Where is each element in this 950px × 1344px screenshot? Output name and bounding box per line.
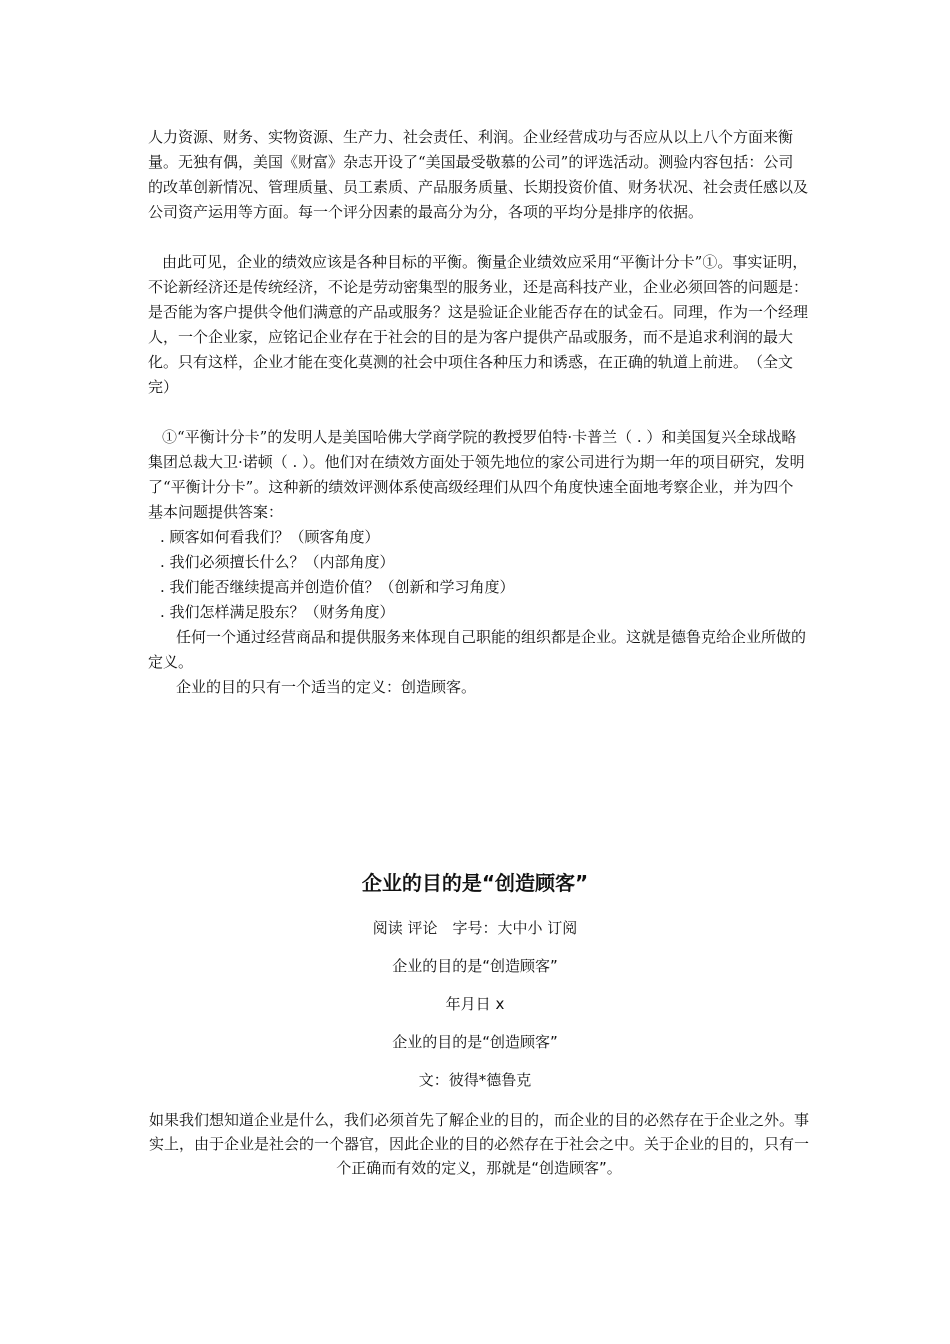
article-subtitle: 企业的目的是“创造顾客” xyxy=(392,1033,558,1051)
footnote-paragraph: ①“平衡计分卡”的发明人是美国哈佛大学商学院的教授罗伯特·卡普兰（ . ）和美国复兴全球战略集团总裁大卫·诺顿（ . ）。他们对在绩效方面处于领先地位的家公司进行为期一年的项目研究，发明了“平衡计分卡”。这种新的绩效评测体系使高级经理们从四个角度快速全面地考察企业，并为四个基本问题提供答案： xyxy=(148,428,805,521)
question-item: . 我们怎样满足股东？（财务角度） xyxy=(160,603,395,621)
question-item: . 顾客如何看我们？（顾客角度） xyxy=(160,528,380,546)
article-subtitle: 企业的目的是“创造顾客” xyxy=(392,957,558,975)
paragraph-balance: 由此可见，企业的绩效应该是各种目标的平衡。衡量企业绩效应采用“平衡计分卡”①。事实证明，不论新经济还是传统经济，不论是劳动密集型的服务业，还是高科技产业，企业必须回答的问题是：是否能为客户提供令他们满意的产品或服务？这是验证企业能否存在的试金石。同理，作为一个经理人，一个企业家，应铭记企业存在于社会的目的是为客户提供产品或服务，而不是追求利润的最大化。只有这样，企业才能在变化莫测的社会中项住各种压力和诱惑，在正确的轨道上前进。 （全文完） xyxy=(148,253,809,396)
upper-section xyxy=(148,125,808,700)
article-author: 文：彼得*德鲁克 xyxy=(418,1071,532,1089)
purpose-paragraph: 企业的目的只有一个适当的定义：创造顾客。 xyxy=(176,678,477,696)
blank-line xyxy=(148,225,808,250)
blank-line xyxy=(148,400,808,425)
paragraph-eight-criteria: 人力资源、财务、实物资源、生产力、社会责任、利润。企业经营成功与否应从以上八个方面来衡量。无独有偶，美国《财富》杂志开设了“美国最受敬慕的公司”的评选活动。测验内容包括：公司的改革创新情况、管理质量、员工素质、产品服务质量、长期投资价值、财务状况、社会责任感以及公司资产运用等方面。每一个评分因素的最高分为分，各项的平均分是排序的依据。 xyxy=(148,128,809,221)
article-title: 企业的目的是“创造顾客” xyxy=(361,871,589,895)
article-meta-bar[interactable]: 阅读 评论 字号：大中小 订阅 xyxy=(372,919,578,937)
article-date: 年月日 x xyxy=(445,995,505,1013)
question-item: . 我们必须擅长什么？（内部角度） xyxy=(160,553,395,571)
article-body: 如果我们想知道企业是什么，我们必须首先了解企业的目的，而企业的目的必然存在于企业之外。事实上，由于企业是社会的一个器官，因此企业的目的必然存在于社会之中。关于企业的目的，只有一个正确而有效的定义，那就是“创造顾客”。 xyxy=(148,1111,809,1177)
definition-paragraph: 任何一个通过经营商品和提供服务来体现自己职能的组织都是企业。这就是德鲁克给企业所做的定义。 xyxy=(148,628,807,671)
question-item: . 我们能否继续提高并创造价值？（创新和学习角度） xyxy=(160,578,515,596)
